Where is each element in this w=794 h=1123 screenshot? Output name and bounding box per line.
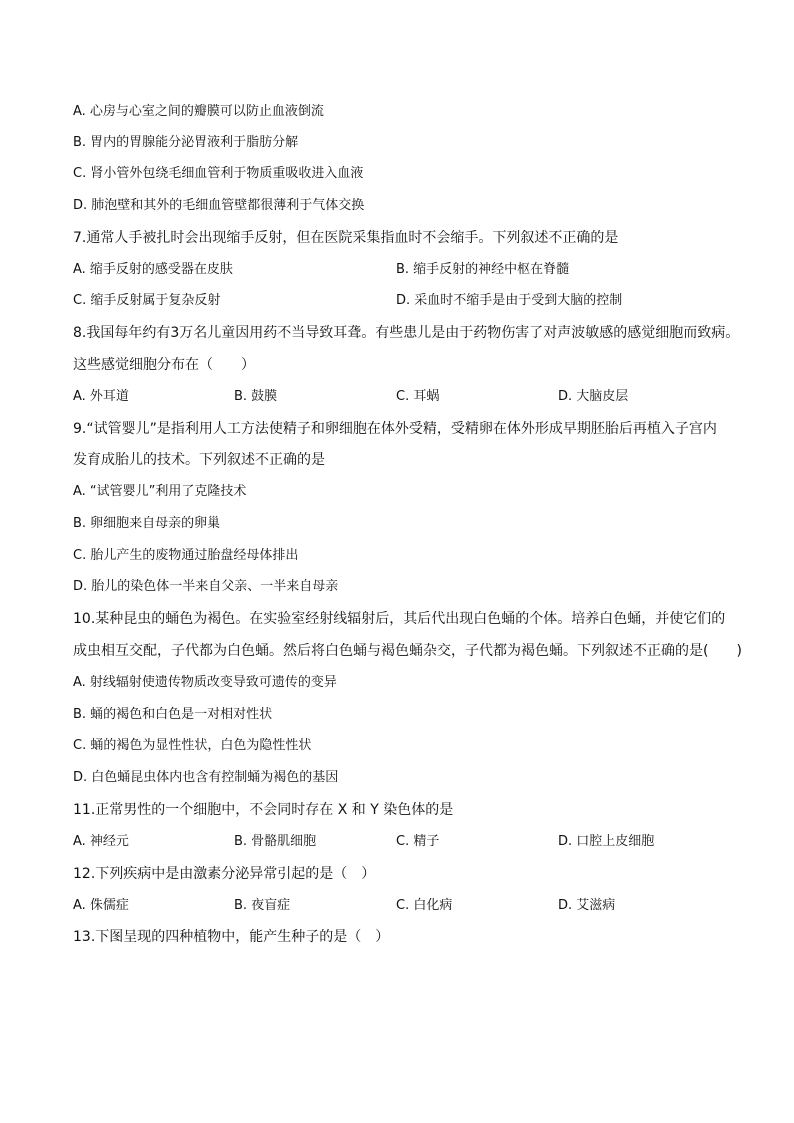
q11-options-row (73, 833, 713, 851)
q8-stem-line-1: 8.我国每年约有3万名儿童因用药不当导致耳聋。有些患儿是由于药物伤害了对声波敏感的感觉细胞而致病。 (73, 325, 740, 341)
q7-option-d: D. 采血时不缩手是由于受到大脑的控制 (396, 293, 623, 308)
q8-option-c: C. 耳蜗 (396, 389, 440, 404)
q10-stem-line-2: 成虫相互交配，子代都为白色蛹。然后将白色蛹与褐色蛹杂交，子代都为褐色蛹。下列叙述不正确的是( ) (73, 643, 742, 659)
q9-stem-line-2: 发育成胎儿的技术。下列叙述不正确的是 (73, 452, 325, 468)
q12-stem: 12.下列疾病中是由激素分泌异常引起的是（ ） (73, 866, 376, 882)
q7-stem: 7.通常人手被扎时会出现缩手反射，但在医院采集指血时不会缩手。下列叙述不正确的是 (73, 230, 619, 246)
q9-option-c: C. 胎儿产生的废物通过胎盘经母体排出 (73, 548, 299, 563)
q11-option-b: B. 骨骼肌细胞 (234, 834, 317, 849)
q11-stem: 11.正常男性的一个细胞中，不会同时存在 X 和 Y 染色体的是 (73, 802, 454, 818)
q7-option-a: A. 缩手反射的感受器在皮肤 (73, 262, 233, 277)
q13-stem: 13.下图呈现的四种植物中，能产生种子的是（ ） (73, 929, 390, 945)
q11-option-c: C. 精子 (396, 834, 440, 849)
q9-stem-line-1: 9.“试管婴儿”是指利用人工方法使精子和卵细胞在体外受精，受精卵在体外形成早期胚胎后再植入子宫内 (73, 421, 717, 437)
q7-option-c: C. 缩手反射属于复杂反射 (73, 293, 221, 308)
q8-option-a: A. 外耳道 (73, 389, 129, 404)
q11-option-a: A. 神经元 (73, 834, 129, 849)
q8-options-row (73, 388, 713, 406)
q8-stem-line-2: 这些感觉细胞分布在（ ） (73, 357, 255, 373)
q12-option-a: A. 侏儒症 (73, 898, 129, 913)
q10-option-a: A. 射线辐射使遗传物质改变导致可遗传的变异 (73, 675, 337, 690)
q11-option-d: D. 口腔上皮细胞 (558, 834, 655, 849)
q7-options-row-1 (73, 261, 713, 279)
q9-option-d: D. 胎儿的染色体一半来自父亲、一半来自母亲 (73, 579, 339, 594)
q12-option-b: B. 夜盲症 (234, 898, 291, 913)
q8-option-b: B. 鼓膜 (234, 389, 278, 404)
q7-options-row-2 (73, 292, 713, 310)
q10-stem-line-1: 10.某种昆虫的蛹色为褐色。在实验室经射线辐射后，其后代出现白色蛹的个体。培养白色蛹，并使它们的 (73, 611, 726, 627)
q7-option-b: B. 缩手反射的神经中枢在脊髓 (396, 262, 570, 277)
q6-option-c: C. 肾小管外包绕毛细血管利于物质重吸收进入血液 (73, 166, 364, 181)
q9-option-a: A. “试管婴儿”利用了克隆技术 (73, 484, 247, 499)
q10-option-d: D. 白色蛹昆虫体内也含有控制蛹为褐色的基因 (73, 770, 339, 785)
q12-option-d: D. 艾滋病 (558, 898, 616, 913)
q6-option-a: A. 心房与心室之间的瓣膜可以防止血液倒流 (73, 104, 324, 119)
q12-options-row (73, 897, 713, 915)
q6-option-b: B. 胃内的胃腺能分泌胃液利于脂肪分解 (73, 135, 299, 150)
q9-option-b: B. 卵细胞来自母亲的卵巢 (73, 516, 221, 531)
q10-option-b: B. 蛹的褐色和白色是一对相对性状 (73, 707, 273, 722)
q12-option-c: C. 白化病 (396, 898, 453, 913)
q8-option-d: D. 大脑皮层 (558, 389, 629, 404)
q6-option-d: D. 肺泡壁和其外的毛细血管壁都很薄利于气体交换 (73, 198, 365, 213)
q10-option-c: C. 蛹的褐色为显性性状，白色为隐性性状 (73, 738, 312, 753)
